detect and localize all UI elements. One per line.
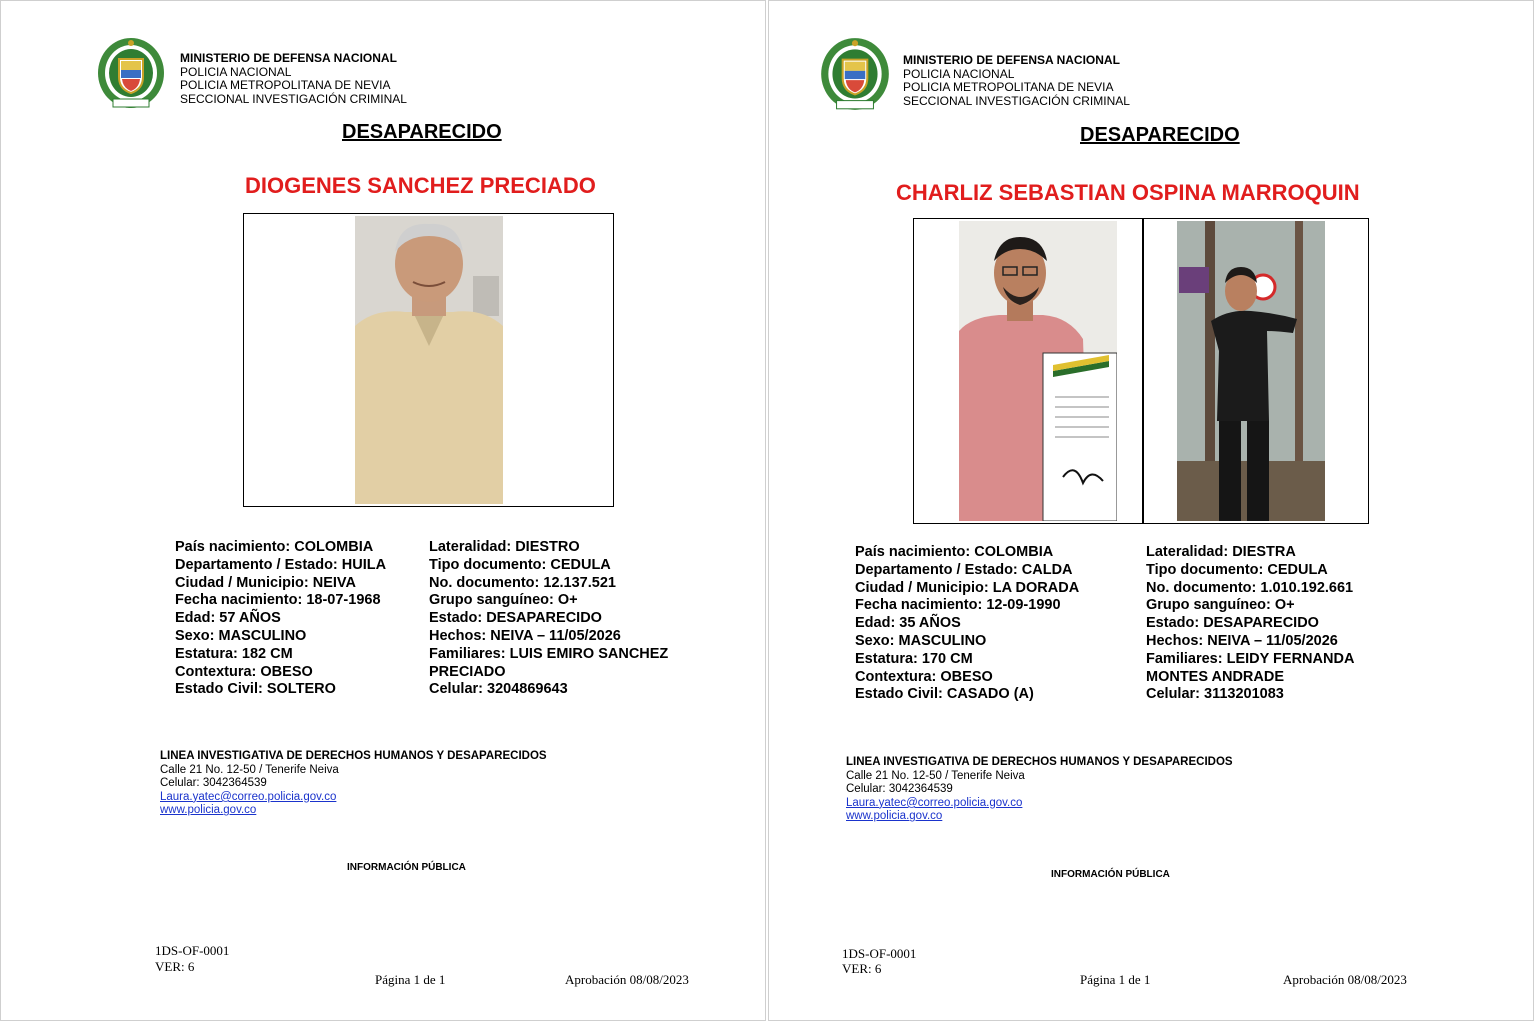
mobile-phone: Celular: 3113201083	[1146, 686, 1284, 703]
contact-phone: Celular: 3042364539	[160, 777, 267, 790]
document-number: No. documento: 1.010.192.661	[1146, 579, 1354, 596]
photo-frame-2	[1143, 218, 1369, 524]
website-link[interactable]: www.policia.gov.co	[160, 804, 257, 817]
form-version: VER: 6	[842, 961, 882, 976]
height: Estatura: 182 CM	[175, 645, 293, 662]
contact-address: Calle 21 No. 12-50 / Tenerife Neiva	[160, 763, 339, 776]
civil-status: Estado Civil: CASADO (A)	[855, 686, 1034, 703]
police-shield-logo-icon	[95, 35, 167, 115]
mobile-phone: Celular: 3204869643	[429, 681, 568, 698]
contact-email-link[interactable]: Laura.yatec@correo.policia.gov.co	[160, 790, 337, 803]
contact-phone: Celular: 3042364539	[846, 783, 953, 796]
relatives-continued: PRECIADO	[429, 663, 506, 680]
missing-person-photo-1	[959, 221, 1117, 521]
status: Estado: DESAPARECIDO	[1146, 615, 1319, 632]
document-type: Tipo documento: CEDULA	[1146, 561, 1328, 578]
contact-address: Calle 21 No. 12-50 / Tenerife Neiva	[846, 769, 1025, 782]
details-column-2	[429, 539, 668, 699]
birth-city: Ciudad / Municipio: NEIVA	[175, 574, 356, 591]
header-section: SECCIONAL INVESTIGACIÓN CRIMINAL	[180, 91, 407, 106]
header-police: POLICIA NACIONAL	[903, 66, 1015, 81]
photo-frame	[243, 213, 614, 507]
document-type: Tipo documento: CEDULA	[429, 556, 611, 573]
civil-status: Estado Civil: SOLTERO	[175, 681, 336, 698]
police-shield-logo-icon	[817, 35, 893, 117]
sex: Sexo: MASCULINO	[175, 627, 307, 644]
page-number: Página 1 de 1	[375, 972, 446, 987]
age: Edad: 35 AÑOS	[855, 615, 961, 632]
incident: Hechos: NEIVA – 11/05/2026	[1146, 632, 1338, 649]
page-number: Página 1 de 1	[1080, 972, 1151, 987]
birth-date: Fecha nacimiento: 18-07-1968	[175, 592, 381, 609]
handedness: Lateralidad: DIESTRA	[1146, 544, 1296, 560]
agency-header	[903, 54, 1130, 108]
details-column-2	[1146, 544, 1354, 704]
sex: Sexo: MASCULINO	[855, 632, 987, 649]
approval-date: Aprobación 08/08/2023	[565, 972, 689, 987]
form-version: VER: 6	[155, 959, 195, 974]
relatives: Familiares: LEIDY FERNANDA	[1146, 650, 1355, 667]
header-police: POLICIA NACIONAL	[180, 64, 292, 79]
public-information-label: INFORMACIÓN PÚBLICA	[347, 862, 466, 873]
missing-person-name: CHARLIZ SEBASTIAN OSPINA MARROQUIN	[896, 180, 1360, 205]
build: Contextura: OBESO	[855, 668, 993, 685]
birth-department: Departamento / Estado: CALDA	[855, 561, 1073, 578]
document-number: No. documento: 12.137.521	[429, 574, 616, 591]
build: Contextura: OBESO	[175, 663, 313, 680]
details-column-1	[855, 544, 1079, 704]
header-ministry: MINISTERIO DE DEFENSA NACIONAL	[180, 51, 397, 65]
contact-block	[160, 750, 547, 818]
birth-city: Ciudad / Municipio: LA DORADA	[855, 579, 1080, 596]
birth-date: Fecha nacimiento: 12-09-1990	[855, 597, 1061, 614]
right-flyer	[768, 0, 1534, 1021]
header-section: SECCIONAL INVESTIGACIÓN CRIMINAL	[903, 93, 1130, 108]
birth-country: País nacimiento: COLOMBIA	[855, 544, 1054, 560]
blood-type: Grupo sanguíneo: O+	[1146, 597, 1295, 614]
status: Estado: DESAPARECIDO	[429, 610, 602, 627]
form-code: 1DS-OF-0001	[842, 946, 917, 961]
header-metropolitan: POLICIA METROPOLITANA DE NEVIA	[180, 78, 391, 92]
header-ministry: MINISTERIO DE DEFENSA NACIONAL	[903, 53, 1120, 67]
left-flyer	[0, 0, 766, 1021]
handedness: Lateralidad: DIESTRO	[429, 539, 580, 555]
missing-person-photo	[355, 216, 503, 504]
missing-person-photo-2	[1177, 221, 1325, 521]
contact-title: LINEA INVESTIGATIVA DE DERECHOS HUMANOS Y DESAPARECIDOS	[160, 750, 547, 762]
incident: Hechos: NEIVA – 11/05/2026	[429, 627, 621, 644]
details-column-1	[175, 539, 386, 699]
contact-block	[846, 756, 1233, 824]
height: Estatura: 170 CM	[855, 650, 973, 667]
document-title: DESAPARECIDO	[1080, 124, 1240, 146]
form-code: 1DS-OF-0001	[155, 943, 230, 958]
contact-title: LINEA INVESTIGATIVA DE DERECHOS HUMANOS Y DESAPARECIDOS	[846, 756, 1233, 768]
birth-department: Departamento / Estado: HUILA	[175, 556, 387, 573]
photo-frame-1	[913, 218, 1143, 524]
public-information-label: INFORMACIÓN PÚBLICA	[1051, 869, 1170, 880]
birth-country: País nacimiento: COLOMBIA	[175, 539, 374, 555]
document-title: DESAPARECIDO	[342, 121, 502, 143]
age: Edad: 57 AÑOS	[175, 610, 281, 627]
header-metropolitan: POLICIA METROPOLITANA DE NEVIA	[903, 80, 1114, 94]
website-link[interactable]: www.policia.gov.co	[846, 810, 943, 823]
approval-date: Aprobación 08/08/2023	[1283, 972, 1407, 987]
agency-header	[180, 52, 407, 106]
contact-email-link[interactable]: Laura.yatec@correo.policia.gov.co	[846, 796, 1023, 809]
relatives-continued: MONTES ANDRADE	[1146, 668, 1285, 685]
missing-person-name: DIOGENES SANCHEZ PRECIADO	[245, 173, 596, 198]
relatives: Familiares: LUIS EMIRO SANCHEZ	[429, 645, 669, 662]
blood-type: Grupo sanguíneo: O+	[429, 592, 578, 609]
